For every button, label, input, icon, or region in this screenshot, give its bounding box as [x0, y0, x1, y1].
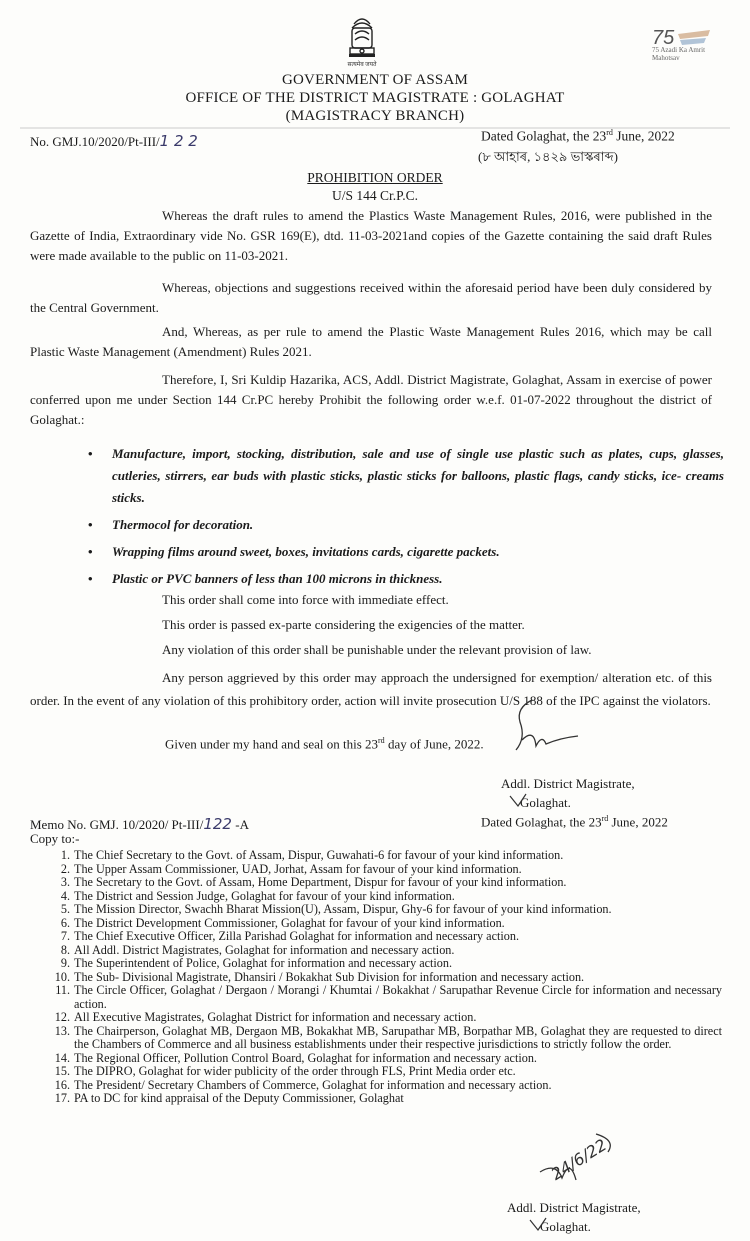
list-item: • Thermocol for decoration. [88, 517, 254, 532]
given-under-line: Given under my hand and seal on this 23rd day of June, 2022. [165, 736, 484, 752]
list-item-number: 12. [54, 1010, 70, 1024]
list-item-number: 8. [60, 942, 70, 957]
list-item [52, 957, 722, 971]
header-government: GOVERNMENT OF ASSAM [281, 72, 469, 88]
paragraph-4: Therefore, I, Sri Kuldip Hazarika, ACS, Addl. District Magistrate, Golaghat, Assam in exercise of power conferred upon me under Section 144 Cr.PC hereby Prohibit the following order w.e.f. 01-07-2022 throughout the district of Golaghat.: [30, 372, 712, 427]
initial-mark-2 [528, 1216, 548, 1234]
list-item [52, 1065, 722, 1079]
signature-icon [512, 698, 582, 758]
list-item [52, 890, 722, 904]
signatory-title: Addl. District Magistrate, [501, 776, 635, 791]
memo-number: Memo No. GMJ. 10/2020/ Pt-III/122 -A [30, 815, 249, 833]
list-item-number: 15. [54, 1064, 70, 1078]
list-item: • Manufacture, import, stocking, distribution, sale and use of single use plastic such as plates, cups, glasses, cutleries, stirrers, ear buds with plastic sticks, plastic sticks for balloons, plastic flags, candy sticks, ice- creams sticks. [88, 446, 724, 505]
list-item-text: The Regional Officer, Pollution Control Board, Golaghat for information and necessary action. [74, 1050, 537, 1065]
list-item-number: 1. [60, 848, 70, 862]
list-item-number: 4. [60, 888, 70, 903]
header-office: OFFICE OF THE DISTRICT MAGISTRATE : GOLAGHAT [185, 90, 565, 106]
list-item-number: 10. [54, 969, 70, 984]
azadi-logo-text: 75 Azadi Ka Amrit Mahotsav [652, 46, 706, 62]
list-item-number: 3. [60, 875, 70, 889]
list-item-text: PA to DC for kind appraisal of the Deputy Commissioner, Golaghat [74, 1091, 404, 1105]
list-item-number: 2. [60, 861, 70, 876]
list-item-number: 11. [55, 983, 70, 997]
list-item [52, 984, 722, 1011]
list-item: • Wrapping films around sweet, boxes, invitations cards, cigarette packets. [88, 544, 500, 559]
list-item-number: 9. [60, 956, 70, 970]
list-item [52, 1052, 722, 1066]
emblem-caption: सत्यमेव जयते [347, 62, 377, 68]
list-item [52, 863, 722, 877]
copy-recipients-list [52, 849, 722, 1106]
list-item-text: All Executive Magistrates, Golaghat District for information and necessary action. [74, 1010, 477, 1024]
header-branch: (MAGISTRACY BRANCH) [285, 108, 465, 124]
list-item-text: The Upper Assam Commissioner, UAD, Jorhat, Assam for favour of your kind information. [74, 861, 522, 876]
initial-mark [508, 792, 528, 810]
order-date: Dated Golaghat, the 23rd June, 2022 [481, 128, 675, 144]
paragraph-3: And, Whereas, as per rule to amend the Plastic Waste Management Rules 2016, which may be call Plastic Waste Management (Amendment) Rules 2021. [30, 324, 712, 359]
list-item [52, 944, 722, 958]
paragraph-1: Whereas the draft rules to amend the Plastics Waste Management Rules, 2016, were published in the Gazette of India, Extraordinary vide No. GSR 169(E), dtd. 11-03-2021and copies of the Gazette containing the said draft Rules were made available to the public on 11-03-2021. [30, 208, 712, 263]
list-item-text: The Superintendent of Police, Golaghat for information and necessary action. [74, 956, 453, 970]
list-item-text: The DIPRO, Golaghat for wider publicity of the order through FLS, Print Media order etc. [74, 1064, 516, 1078]
order-subtitle: U/S 144 Cr.P.C. [332, 188, 418, 203]
list-item-text: The Chief Secretary to the Govt. of Assam, Dispur, Guwahati-6 for favour of your kind information. [74, 848, 564, 862]
list-item-text: The Circle Officer, Golaghat / Dergaon / Morangi / Khumtai / Bokakhat / Sarupathar Revenue Circle for information and necessary action. [74, 983, 722, 1011]
order-line-3: Any violation of this order shall be punishable under the relevant provision of law. [162, 642, 592, 657]
list-item [52, 876, 722, 890]
signatory-place: Golaghat. [520, 795, 571, 810]
list-item-text: The President/ Secretary Chambers of Commerce, Golaghat for information and necessary action. [74, 1077, 552, 1092]
list-item-number: 14. [54, 1050, 70, 1065]
list-item [52, 1092, 722, 1106]
paragraph-5: Any person aggrieved by this order may approach the undersigned for exemption/ alteration etc. of this order. In the event of any violation of this prohibitory order, action will invite prosecution U/S 188 of the IPC against the violators. [30, 670, 712, 708]
list-item [52, 849, 722, 863]
reference-number: No. GMJ.10/2020/Pt-III/1 2 2 [30, 132, 198, 150]
memo-date: Dated Golaghat, the 23rd June, 2022 [481, 814, 668, 830]
list-item: • Plastic or PVC banners of less than 100 microns in thickness. [88, 571, 443, 586]
list-item-number: 13. [54, 1023, 70, 1038]
memo-signatory-place: Golaghat. [540, 1219, 591, 1234]
list-item [52, 1079, 722, 1093]
list-item-text: The District Development Commissioner, Golaghat for favour of your kind information. [74, 915, 505, 930]
memo-signatory-title: Addl. District Magistrate, [507, 1200, 641, 1215]
list-item-text: The Secretary to the Govt. of Assam, Home Department, Dispur for favour of your kind information. [74, 875, 567, 889]
order-line-1: This order shall come into force with immediate effect. [162, 592, 449, 607]
list-item [52, 930, 722, 944]
list-item-text: The Sub- Divisional Magistrate, Dhansiri / Bokakhat Sub Division for information and necessary action. [74, 969, 585, 984]
handwritten-date: 24/6/22 [547, 1135, 611, 1184]
list-item-text: The Chief Executive Officer, Zilla Parishad Golaghat for information and necessary action. [74, 929, 519, 943]
list-item [52, 917, 722, 931]
list-item [52, 1025, 722, 1052]
paragraph-2: Whereas, objections and suggestions received within the aforesaid period have been duly considered by the Central Government. [30, 280, 712, 315]
list-item-number: 17. [54, 1091, 70, 1105]
list-item-text: The District and Session Judge, Golaghat for favour of your kind information. [74, 888, 455, 903]
handwritten-ref: 1 2 2 [159, 132, 198, 150]
svg-text:75: 75 [652, 27, 675, 49]
prohibited-items-list [84, 443, 724, 595]
list-item-number: 16. [54, 1077, 70, 1092]
bengali-date: (৮ আহাৰ, ১৪২৯ ভাস্কৰাব্দ) [478, 149, 618, 164]
list-item [52, 971, 722, 985]
list-item-number: 5. [60, 902, 70, 916]
list-item-text: The Chairperson, Golaghat MB, Dergaon MB, Bokakhat MB, Sarupathar MB, Borpathar MB, Golaghat they are requested to direct the Chambers of Commerce and all business establishments under their respective jurisdictions to strictly follow the order. [74, 1023, 722, 1051]
list-item [52, 1011, 722, 1025]
order-line-2: This order is passed ex-parte considering the exigencies of the matter. [162, 617, 525, 632]
order-title: PROHIBITION ORDER [307, 170, 443, 185]
list-item-text: All Addl. District Magistrates, Golaghat for information and necessary action. [74, 942, 455, 957]
list-item-number: 6. [60, 915, 70, 930]
copy-to-label: Copy to:- [30, 831, 80, 846]
list-item-number: 7. [60, 929, 70, 943]
list-item [52, 903, 722, 917]
list-item-text: The Mission Director, Swachh Bharat Mission(U), Assam, Dispur, Ghy-6 for favour of your kind information. [74, 902, 612, 916]
